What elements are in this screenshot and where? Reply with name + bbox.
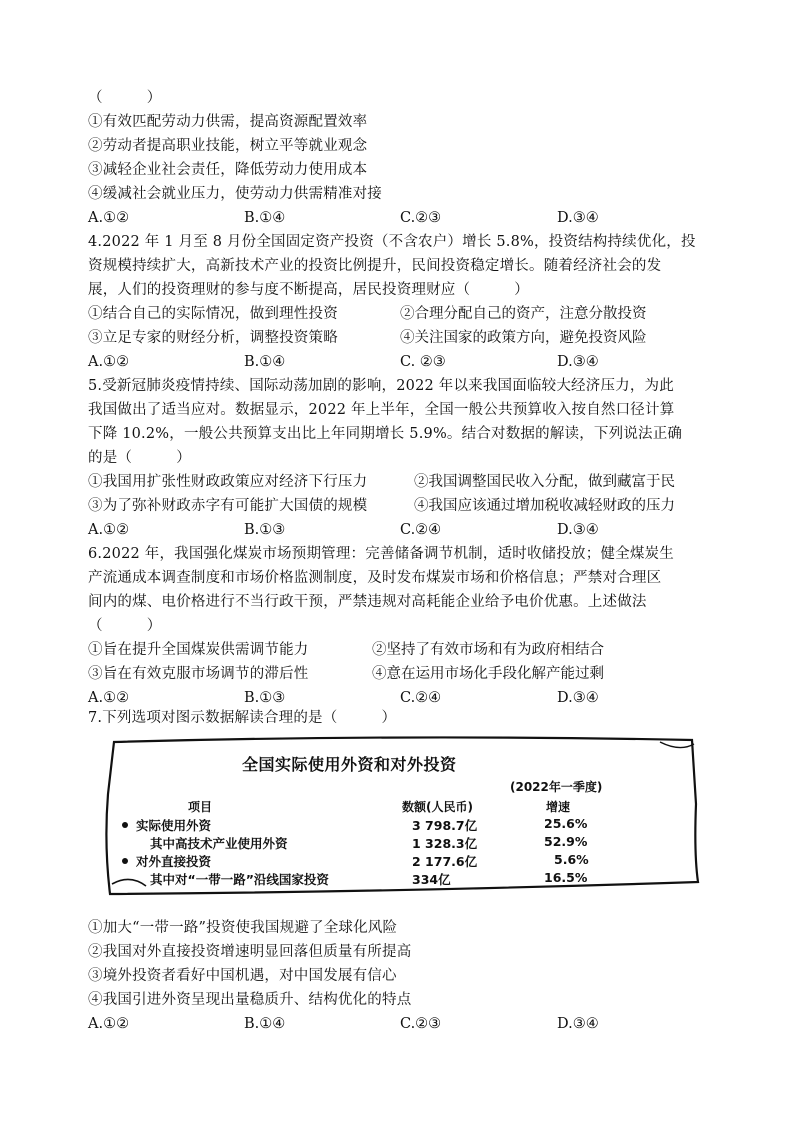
row-amount: 1 328.3亿 bbox=[412, 836, 478, 851]
table-row bbox=[100, 852, 702, 870]
row-item: 实际使用外资 bbox=[136, 818, 212, 833]
q3-item-2: ②劳动者提高职业技能，树立平等就业观念 bbox=[88, 138, 368, 154]
q5-stem-line-3: 下降 10.2%，一般公共预算支出比上年同期增长 5.9%。结合对数据的解读，下列说法正确 bbox=[88, 426, 683, 442]
row-amount: 3 798.7亿 bbox=[412, 818, 478, 833]
q4-option-c: C. ②③ bbox=[400, 354, 446, 370]
row-amount: 334亿 bbox=[412, 872, 451, 887]
q7-option-c: C.②③ bbox=[400, 1016, 442, 1032]
header-growth: 增速 bbox=[546, 800, 571, 814]
q4-option-a: A.①② bbox=[88, 354, 130, 370]
q5-stem-line-1: 5.受新冠肺炎疫情持续、国际动荡加剧的影响，2022 年以来我国面临较大经济压力，为此 bbox=[88, 378, 674, 394]
q5-option-a: A.①② bbox=[88, 522, 130, 538]
q3-option-d: D.③④ bbox=[557, 210, 599, 226]
q6-stem-line-1: 6.2022 年，我国强化煤炭市场预期管理：完善储备调节机制，适时收储投放；健全煤炭生 bbox=[88, 546, 674, 562]
q5-option-d: D.③④ bbox=[557, 522, 599, 538]
q6-stem-line-3: 间内的煤、电价格进行不当行政干预，严禁违规对高耗能企业给予电价优惠。上述做法 bbox=[88, 594, 647, 610]
q6-option-c: C.②④ bbox=[400, 690, 442, 706]
q5-item-4: ④我国应该通过增加税收减轻财政的压力 bbox=[414, 498, 675, 514]
row-amount: 2 177.6亿 bbox=[412, 854, 478, 869]
q5-stem-line-2: 我国做出了适当应对。数据显示，2022 年上半年，全国一般公共预算收入按自然口径计算 bbox=[88, 402, 675, 418]
q7-option-d: D.③④ bbox=[557, 1016, 599, 1032]
row-growth: 16.5% bbox=[544, 870, 588, 885]
q4-option-b: B.①④ bbox=[244, 354, 286, 370]
q3-item-4: ④缓减社会就业压力，使劳动力供需精准对接 bbox=[88, 186, 382, 202]
q4-stem-line-3: 展，人们的投资理财的参与度不断提高，居民投资理财应（ ） bbox=[88, 282, 529, 298]
q7-item-4: ④我国引进外资呈现出量稳质升、结构优化的特点 bbox=[88, 992, 412, 1008]
q3-paren: （ ） bbox=[88, 90, 162, 106]
q5-item-1: ①我国用扩张性财政政策应对经济下行压力 bbox=[88, 474, 368, 490]
row-item: 其中对“一带一路”沿线国家投资 bbox=[150, 872, 329, 887]
row-growth: 5.6% bbox=[554, 852, 589, 867]
q5-item-2: ②我国调整国民收入分配，做到藏富于民 bbox=[414, 474, 675, 490]
q4-stem-line-2: 资规模持续扩大，高新技术产业的投资比例提升，民间投资稳定增长。随着经济社会的发 bbox=[88, 258, 662, 274]
q3-item-1: ①有效匹配劳动力供需，提高资源配置效率 bbox=[88, 114, 368, 130]
table-title: 全国实际使用外资和对外投资 bbox=[242, 755, 457, 774]
q4-option-d: D.③④ bbox=[557, 354, 599, 370]
row-item: 其中高技术产业使用外资 bbox=[150, 836, 288, 851]
q3-option-b: B.①④ bbox=[244, 210, 286, 226]
q3-option-a: A.①② bbox=[88, 210, 130, 226]
q5-stem-line-4: 的是（ ） bbox=[88, 450, 191, 466]
row-growth: 25.6% bbox=[544, 816, 588, 831]
row-growth: 52.9% bbox=[544, 834, 588, 849]
header-amount: 数额(人民币) bbox=[402, 800, 473, 814]
q7-option-b: B.①④ bbox=[244, 1016, 286, 1032]
q7-item-2: ②我国对外直接投资增速明显回落但质量有所提高 bbox=[88, 944, 412, 960]
q3-option-c: C.②③ bbox=[400, 210, 442, 226]
q6-option-d: D.③④ bbox=[557, 690, 599, 706]
q5-option-c: C.②④ bbox=[400, 522, 442, 538]
q4-item-3: ③立足专家的财经分析，调整投资策略 bbox=[88, 330, 338, 346]
q4-item-4: ④关注国家的政策方向，避免投资风险 bbox=[400, 330, 647, 346]
q7-item-1: ①加大“一带一路”投资使我国规避了全球化风险 bbox=[88, 920, 398, 936]
bullet-icon bbox=[122, 822, 128, 828]
table-row bbox=[100, 816, 702, 834]
investment-table-figure bbox=[100, 734, 702, 902]
q6-item-3: ③旨在有效克服市场调节的滞后性 bbox=[88, 666, 309, 682]
q6-option-b: B.①③ bbox=[244, 690, 286, 706]
q7-option-a: A.①② bbox=[88, 1016, 130, 1032]
q7-stem: 7.下列选项对图示数据解读合理的是（ ） bbox=[88, 710, 397, 726]
q4-item-1: ①结合自己的实际情况，做到理性投资 bbox=[88, 306, 338, 322]
q3-item-3: ③减轻企业社会责任，降低劳动力使用成本 bbox=[88, 162, 368, 178]
table-period: (2022年一季度) bbox=[510, 780, 603, 794]
q5-item-3: ③为了弥补财政赤字有可能扩大国债的规模 bbox=[88, 498, 368, 514]
header-item: 项目 bbox=[188, 800, 213, 814]
q4-item-2: ②合理分配自己的资产，注意分散投资 bbox=[400, 306, 647, 322]
q6-stem-line-2: 产流通成本调查制度和市场价格监测制度，及时发布煤炭市场和价格信息；严禁对合理区 bbox=[88, 570, 662, 586]
bullet-icon bbox=[122, 858, 128, 864]
q7-item-3: ③境外投资者看好中国机遇，对中国发展有信心 bbox=[88, 968, 397, 984]
q6-item-1: ①旨在提升全国煤炭供需调节能力 bbox=[88, 642, 309, 658]
q6-option-a: A.①② bbox=[88, 690, 130, 706]
table-row bbox=[100, 870, 702, 888]
row-item: 对外直接投资 bbox=[136, 854, 212, 869]
q6-item-2: ②坚持了有效市场和有为政府相结合 bbox=[372, 642, 604, 658]
q6-item-4: ④意在运用市场化手段化解产能过剩 bbox=[372, 666, 604, 682]
q5-option-b: B.①③ bbox=[244, 522, 286, 538]
table-row bbox=[100, 834, 702, 852]
q4-stem-line-1: 4.2022 年 1 月至 8 月份全国固定资产投资（不含农户）增长 5.8%，投资结构持续优化，投 bbox=[88, 234, 696, 250]
q6-stem-line-4: （ ） bbox=[88, 618, 162, 634]
